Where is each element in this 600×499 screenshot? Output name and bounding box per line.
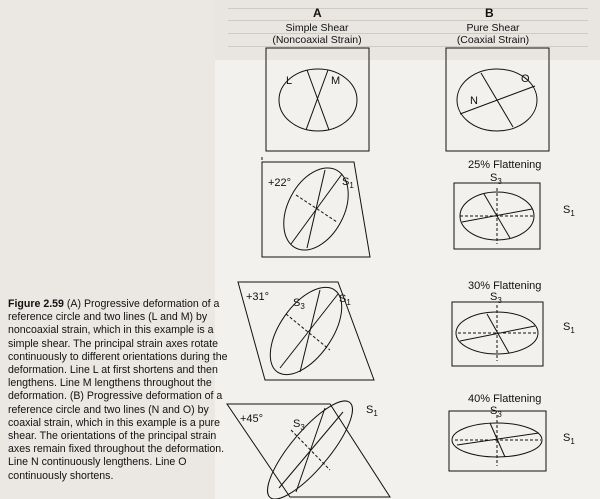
line-n xyxy=(481,73,513,127)
column-a-heading: A xyxy=(313,6,322,20)
pure-shear-title-line1: Pure Shear xyxy=(466,22,520,34)
s1-label-40: $S_1$ xyxy=(563,432,575,446)
label-n: N xyxy=(470,95,478,107)
s1-label-22: $S_1$ xyxy=(342,176,354,190)
flattening-40: 40% Flattening xyxy=(468,393,542,405)
s3-label-25: $S_3$ xyxy=(490,172,502,186)
s1-label-45: $S_1$ xyxy=(366,404,378,418)
flattening-25: 25% Flattening xyxy=(468,159,542,171)
line-m-22 xyxy=(307,170,325,248)
line-m xyxy=(307,70,329,130)
pure-shear-title-line2: (Coaxial Strain) xyxy=(456,34,530,46)
column-b-heading: B xyxy=(485,6,494,20)
angle-31: +31° xyxy=(246,291,270,303)
line-l-31 xyxy=(280,294,338,368)
label-m: M xyxy=(331,75,341,87)
s3-label-31: $S_3$ xyxy=(293,297,305,311)
label-l: L xyxy=(286,75,293,87)
figure-caption xyxy=(8,298,240,483)
s3-label-45: $S_3$ xyxy=(293,418,305,432)
label-o: O xyxy=(521,73,530,85)
s1-label-31: $S_1$ xyxy=(339,293,351,307)
caption-label: Figure 2.59 xyxy=(8,298,64,310)
line-l xyxy=(306,70,328,130)
s3-label-40: $S_3$ xyxy=(490,405,502,419)
s1-label-25: $S_1$ xyxy=(563,204,575,218)
line-o-40 xyxy=(457,433,539,445)
s1-label-30: $S_1$ xyxy=(563,321,575,335)
simple-shear-title-line2: (Noncoaxial Strain) xyxy=(272,34,362,46)
angle-22: +22° xyxy=(268,177,292,189)
strain-ellipse-45 xyxy=(256,390,365,499)
angle-45: +45° xyxy=(240,413,264,425)
simple-shear-title-line1: Simple Shear xyxy=(285,22,349,34)
flattening-30: 30% Flattening xyxy=(468,280,542,292)
s3-label-30: $S_3$ xyxy=(490,291,502,305)
caption-body: (A) Progressive deformation of a reference circle and two lines (L and M) by noncoaxial strain, which in this example is a simple shear. The principal strain axes rotate continuously to different orientations during the deformation. Line L at first shortens and then lengthens. Line M lengthens throughout the deformation. (B) Progressive deformation of a reference circle and two lines (N and O) by coaxial strain, which in this example is a pure shear. The orientations of the principal strain axes remain fixed throughout the deformation. Line N continuously lengthens. Line O continuously shortens. xyxy=(8,298,228,482)
